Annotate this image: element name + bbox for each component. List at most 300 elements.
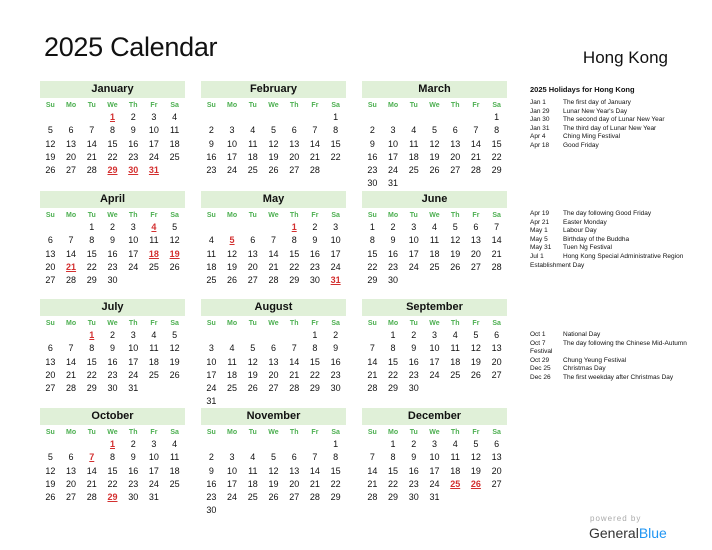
day-cell: 25 xyxy=(206,275,217,286)
weekday-label: Sa xyxy=(331,102,340,109)
day-cell: 15 xyxy=(86,248,97,259)
day-cell: 2 xyxy=(109,330,115,340)
day-cell: 8 xyxy=(109,125,115,136)
day-cell: 13 xyxy=(66,465,77,476)
day-empty xyxy=(201,438,222,451)
day-cell: 2 xyxy=(390,222,396,232)
day-cell: 17 xyxy=(330,248,341,259)
weekday-label: Su xyxy=(367,212,377,219)
day-cell: 6 xyxy=(291,452,297,463)
day-cell: 8 xyxy=(89,235,95,246)
day-cell: 3 xyxy=(229,452,235,463)
day-cell: 21 xyxy=(289,369,300,380)
day-cell: 26 xyxy=(45,492,56,503)
month-april xyxy=(40,191,185,287)
day-cell: 1 xyxy=(390,439,396,449)
day-cell: 17 xyxy=(148,138,159,149)
weekday-label: Tu xyxy=(409,429,418,436)
day-cell: 16 xyxy=(206,151,217,162)
day-cell: 6 xyxy=(291,125,297,136)
day-cell: 9 xyxy=(312,235,318,246)
month-october xyxy=(40,408,185,504)
day-cell: 13 xyxy=(247,248,258,259)
day-cell: 27 xyxy=(289,165,300,176)
day-cell: 23 xyxy=(330,369,341,380)
country-name: Hong Kong xyxy=(582,48,668,67)
day-cell: 22 xyxy=(289,261,300,272)
weekday-label: We xyxy=(107,320,118,327)
day-cell: 24 xyxy=(128,369,139,380)
day-cell: 13 xyxy=(45,248,56,259)
weekday-header xyxy=(201,100,346,111)
day-empty xyxy=(263,221,284,234)
weekday-label: Fr xyxy=(311,429,319,436)
day-cell: 1 xyxy=(494,112,500,122)
day-cell: 21 xyxy=(268,261,279,272)
weekday-header xyxy=(362,210,507,221)
holiday-entry xyxy=(530,210,700,219)
day-cell: 15 xyxy=(309,356,320,367)
month-name: December xyxy=(362,408,507,425)
weekday-label: Fr xyxy=(472,320,480,327)
day-cell: 29 xyxy=(491,165,502,176)
weekday-label: We xyxy=(268,212,279,219)
day-grid xyxy=(40,221,185,287)
holiday-entry xyxy=(530,365,700,374)
day-cell: 20 xyxy=(289,478,300,489)
holiday-name: Ching Ming Festival xyxy=(563,133,621,141)
weekday-label: Fr xyxy=(150,320,158,327)
day-cell: 21 xyxy=(367,369,378,380)
day-cell: 9 xyxy=(109,343,115,354)
day-cell: 19 xyxy=(268,478,279,489)
day-cell: 26 xyxy=(247,383,258,394)
day-cell: 28 xyxy=(470,165,481,176)
weekday-label: Th xyxy=(450,102,460,109)
day-cell: 8 xyxy=(390,452,396,463)
weekday-label: Tu xyxy=(87,102,96,109)
weekday-label: We xyxy=(107,212,118,219)
weekday-label: We xyxy=(107,102,118,109)
holiday-day-cell: 5 xyxy=(229,235,235,246)
holiday-day-cell: 1 xyxy=(291,222,297,232)
day-cell: 14 xyxy=(289,356,300,367)
day-cell: 23 xyxy=(309,261,320,272)
day-cell: 12 xyxy=(169,343,180,354)
weekday-label: Tu xyxy=(409,320,418,327)
weekday-label: Sa xyxy=(492,429,501,436)
day-cell: 26 xyxy=(450,261,461,272)
day-cell: 17 xyxy=(429,465,440,476)
day-cell: 25 xyxy=(429,261,440,272)
holiday-name: The second day of Lunar New Year xyxy=(563,116,665,124)
day-cell: 6 xyxy=(452,125,458,136)
day-cell: 23 xyxy=(408,478,419,489)
day-cell: 16 xyxy=(128,465,139,476)
day-cell: 18 xyxy=(148,356,159,367)
day-cell: 28 xyxy=(367,383,378,394)
day-cell: 1 xyxy=(312,330,318,340)
day-cell: 29 xyxy=(330,492,341,503)
holiday-date: May 31 xyxy=(530,244,552,252)
day-cell: 21 xyxy=(309,151,320,162)
holiday-entry xyxy=(530,357,700,366)
day-cell: 21 xyxy=(309,478,320,489)
day-cell: 22 xyxy=(388,478,399,489)
day-cell: 1 xyxy=(333,439,339,449)
day-cell: 2 xyxy=(411,439,417,449)
day-empty xyxy=(383,111,404,124)
day-cell: 27 xyxy=(268,383,279,394)
day-grid xyxy=(362,438,507,504)
day-empty xyxy=(40,111,61,124)
day-cell: 15 xyxy=(367,248,378,259)
day-cell: 10 xyxy=(148,125,159,136)
day-cell: 16 xyxy=(309,248,320,259)
day-cell: 25 xyxy=(169,151,180,162)
day-cell: 10 xyxy=(206,356,217,367)
weekday-label: Mo xyxy=(227,102,238,109)
day-cell: 20 xyxy=(491,356,502,367)
holiday-date: Jan 29 xyxy=(530,107,550,115)
day-cell: 30 xyxy=(309,275,320,286)
month-june xyxy=(362,191,507,287)
day-cell: 9 xyxy=(333,343,339,354)
day-empty xyxy=(242,329,263,342)
weekday-label: We xyxy=(429,102,440,109)
holiday-date: May 1 xyxy=(530,227,548,235)
weekday-label: Th xyxy=(450,429,460,436)
day-grid xyxy=(362,111,507,191)
weekday-label: Th xyxy=(128,212,138,219)
day-cell: 7 xyxy=(291,343,297,354)
day-empty xyxy=(362,111,383,124)
day-cell: 28 xyxy=(268,275,279,286)
weekday-label: Tu xyxy=(248,212,257,219)
day-cell: 20 xyxy=(450,151,461,162)
day-cell: 11 xyxy=(450,343,460,354)
generalblue-logo[interactable] xyxy=(589,525,667,541)
day-empty xyxy=(81,111,102,124)
day-cell: 17 xyxy=(128,356,139,367)
day-cell: 12 xyxy=(470,343,481,354)
day-cell: 30 xyxy=(367,178,378,189)
month-august xyxy=(201,299,346,409)
day-cell: 14 xyxy=(86,138,97,149)
day-cell: 19 xyxy=(45,151,56,162)
day-cell: 30 xyxy=(206,505,217,516)
day-cell: 17 xyxy=(148,465,159,476)
day-grid xyxy=(201,111,346,177)
holiday-date: Oct 29 xyxy=(530,356,550,364)
day-cell: 8 xyxy=(291,235,297,246)
day-cell: 20 xyxy=(491,465,502,476)
day-cell: 10 xyxy=(408,235,419,246)
holiday-entry xyxy=(530,244,700,253)
day-cell: 31 xyxy=(206,396,217,407)
day-empty xyxy=(263,111,284,124)
day-cell: 9 xyxy=(411,343,417,354)
day-cell: 4 xyxy=(229,343,235,354)
day-cell: 17 xyxy=(408,248,419,259)
weekday-label: Th xyxy=(128,320,138,327)
weekday-label: Sa xyxy=(170,320,179,327)
weekday-label: Mo xyxy=(388,102,399,109)
day-empty xyxy=(222,111,243,124)
day-cell: 2 xyxy=(411,330,417,340)
day-cell: 2 xyxy=(208,452,214,463)
day-cell: 13 xyxy=(45,356,56,367)
weekday-label: Su xyxy=(45,212,55,219)
day-empty xyxy=(201,329,222,342)
day-cell: 31 xyxy=(148,492,159,503)
day-cell: 3 xyxy=(333,222,339,232)
day-cell: 5 xyxy=(172,222,178,232)
holiday-day-cell: 1 xyxy=(109,439,115,449)
day-cell: 5 xyxy=(452,222,458,232)
holiday-entry xyxy=(530,99,700,108)
day-cell: 29 xyxy=(388,492,399,503)
day-cell: 11 xyxy=(450,452,460,463)
day-cell: 5 xyxy=(270,452,276,463)
day-cell: 27 xyxy=(45,383,56,394)
day-cell: 7 xyxy=(369,343,375,354)
holiday-day-cell: 19 xyxy=(169,248,180,259)
weekday-label: Fr xyxy=(472,102,480,109)
day-cell: 14 xyxy=(367,465,378,476)
day-cell: 3 xyxy=(431,330,437,340)
holiday-date: Apr 18 xyxy=(530,141,550,149)
holiday-list-q2 xyxy=(530,210,700,270)
day-cell: 9 xyxy=(369,138,375,149)
weekday-label: Mo xyxy=(388,429,399,436)
month-name: April xyxy=(40,191,185,208)
holiday-name: Christmas Day xyxy=(563,365,606,373)
day-cell: 19 xyxy=(227,261,238,272)
day-cell: 24 xyxy=(227,492,238,503)
day-cell: 25 xyxy=(148,261,159,272)
day-cell: 17 xyxy=(128,248,139,259)
day-cell: 24 xyxy=(148,478,159,489)
holiday-name: The first day of January xyxy=(563,99,631,106)
day-cell: 26 xyxy=(470,369,481,380)
day-cell: 1 xyxy=(333,112,339,122)
holiday-name: Easter Monday xyxy=(563,218,607,226)
day-cell: 8 xyxy=(333,452,339,463)
holiday-name: The third day of Lunar New Year xyxy=(563,124,657,132)
weekday-label: We xyxy=(429,320,440,327)
day-cell: 21 xyxy=(367,478,378,489)
day-empty xyxy=(61,221,82,234)
day-cell: 3 xyxy=(411,222,417,232)
holiday-name: Birthday of the Buddha xyxy=(563,235,630,243)
day-cell: 4 xyxy=(208,235,214,246)
day-cell: 24 xyxy=(429,478,440,489)
weekday-label: Sa xyxy=(170,429,179,436)
weekday-label: Fr xyxy=(150,102,158,109)
day-cell: 22 xyxy=(330,151,341,162)
day-cell: 31 xyxy=(388,178,399,189)
day-cell: 10 xyxy=(429,452,440,463)
day-cell: 6 xyxy=(47,235,53,246)
day-cell: 12 xyxy=(169,235,180,246)
day-cell: 10 xyxy=(128,235,139,246)
day-cell: 26 xyxy=(268,165,279,176)
day-cell: 3 xyxy=(390,125,396,136)
day-cell: 5 xyxy=(47,452,53,463)
holiday-day-cell: 31 xyxy=(148,165,159,176)
weekday-label: Su xyxy=(45,429,55,436)
day-cell: 15 xyxy=(289,248,300,259)
day-cell: 11 xyxy=(227,356,237,367)
day-cell: 7 xyxy=(89,125,95,136)
weekday-label: Sa xyxy=(492,102,501,109)
day-cell: 16 xyxy=(408,356,419,367)
day-cell: 6 xyxy=(494,439,500,449)
day-empty xyxy=(222,221,243,234)
day-cell: 2 xyxy=(130,112,136,122)
day-cell: 6 xyxy=(270,343,276,354)
day-cell: 29 xyxy=(86,275,97,286)
day-cell: 11 xyxy=(169,125,180,136)
day-cell: 17 xyxy=(227,151,238,162)
day-empty xyxy=(284,111,305,124)
holiday-name: National Day xyxy=(563,331,601,338)
day-cell: 24 xyxy=(330,261,341,272)
holiday-entry xyxy=(530,142,700,151)
day-cell: 2 xyxy=(130,439,136,449)
day-cell: 20 xyxy=(268,369,279,380)
day-cell: 8 xyxy=(369,235,375,246)
weekday-label: Mo xyxy=(227,320,238,327)
day-cell: 9 xyxy=(411,452,417,463)
holiday-date: Oct 7 xyxy=(530,339,546,347)
day-cell: 28 xyxy=(86,492,97,503)
day-cell: 25 xyxy=(247,492,258,503)
day-cell: 26 xyxy=(169,261,180,272)
day-cell: 16 xyxy=(330,356,341,367)
day-cell: 6 xyxy=(47,343,53,354)
day-cell: 13 xyxy=(491,452,502,463)
day-cell: 6 xyxy=(68,452,74,463)
holiday-day-cell: 29 xyxy=(107,165,118,176)
day-cell: 4 xyxy=(411,125,417,136)
month-name: October xyxy=(40,408,185,425)
day-cell: 31 xyxy=(128,383,139,394)
day-cell: 3 xyxy=(208,343,214,354)
day-cell: 16 xyxy=(128,138,139,149)
day-cell: 26 xyxy=(45,165,56,176)
day-cell: 8 xyxy=(390,343,396,354)
day-cell: 19 xyxy=(450,248,461,259)
day-cell: 24 xyxy=(148,151,159,162)
day-cell: 4 xyxy=(172,439,178,449)
day-cell: 21 xyxy=(86,151,97,162)
day-cell: 4 xyxy=(452,439,458,449)
day-cell: 20 xyxy=(45,261,56,272)
weekday-label: Th xyxy=(289,429,299,436)
day-cell: 4 xyxy=(250,125,256,136)
weekday-label: Th xyxy=(128,102,138,109)
day-cell: 9 xyxy=(109,235,115,246)
holiday-day-cell: 18 xyxy=(148,248,159,259)
day-cell: 17 xyxy=(388,151,399,162)
day-grid xyxy=(201,438,346,518)
day-cell: 19 xyxy=(45,478,56,489)
day-cell: 5 xyxy=(473,330,479,340)
day-cell: 18 xyxy=(247,478,258,489)
day-cell: 22 xyxy=(388,369,399,380)
day-empty xyxy=(40,221,61,234)
day-cell: 30 xyxy=(408,492,419,503)
day-empty xyxy=(305,438,326,451)
weekday-label: Mo xyxy=(388,320,399,327)
day-cell: 18 xyxy=(206,261,217,272)
holiday-name: The first weekday after Christmas Day xyxy=(563,373,674,381)
holiday-day-cell: 29 xyxy=(107,492,118,503)
day-cell: 12 xyxy=(470,452,481,463)
day-cell: 28 xyxy=(66,275,77,286)
month-july xyxy=(40,299,185,395)
day-cell: 17 xyxy=(227,478,238,489)
day-cell: 20 xyxy=(45,369,56,380)
day-cell: 7 xyxy=(312,125,318,136)
weekday-label: Mo xyxy=(66,320,77,327)
holiday-name: Labour Day xyxy=(563,227,597,235)
day-cell: 18 xyxy=(408,151,419,162)
day-cell: 8 xyxy=(312,343,318,354)
day-cell: 5 xyxy=(172,330,178,340)
day-cell: 12 xyxy=(45,465,56,476)
day-cell: 8 xyxy=(333,125,339,136)
month-name: July xyxy=(40,299,185,316)
day-grid xyxy=(201,221,346,287)
day-cell: 28 xyxy=(491,261,502,272)
day-cell: 13 xyxy=(491,343,502,354)
day-cell: 14 xyxy=(66,248,77,259)
day-cell: 23 xyxy=(128,478,139,489)
holiday-entry xyxy=(530,253,700,270)
holiday-date: Jan 1 xyxy=(530,99,546,106)
day-cell: 12 xyxy=(268,138,279,149)
day-cell: 27 xyxy=(289,492,300,503)
day-cell: 26 xyxy=(429,165,440,176)
weekday-label: Su xyxy=(367,320,377,327)
weekday-label: Fr xyxy=(311,102,319,109)
day-cell: 18 xyxy=(450,356,461,367)
holiday-date: Dec 25 xyxy=(530,365,551,373)
holiday-name: Lunar New Year's Day xyxy=(563,107,628,115)
day-cell: 20 xyxy=(66,151,77,162)
day-cell: 1 xyxy=(369,222,375,232)
weekday-label: Mo xyxy=(227,212,238,219)
holiday-day-cell: 26 xyxy=(470,478,481,489)
month-name: March xyxy=(362,81,507,98)
weekday-label: Tu xyxy=(409,212,418,219)
day-cell: 13 xyxy=(289,138,300,149)
weekday-label: Sa xyxy=(331,429,340,436)
day-cell: 6 xyxy=(473,222,479,232)
day-cell: 7 xyxy=(494,222,500,232)
day-cell: 21 xyxy=(470,151,481,162)
day-cell: 7 xyxy=(473,125,479,136)
day-cell: 29 xyxy=(367,275,378,286)
day-cell: 4 xyxy=(431,222,437,232)
day-cell: 25 xyxy=(408,165,419,176)
day-cell: 9 xyxy=(130,452,136,463)
holiday-entry xyxy=(530,331,700,340)
holiday-list-q1 xyxy=(530,99,700,151)
